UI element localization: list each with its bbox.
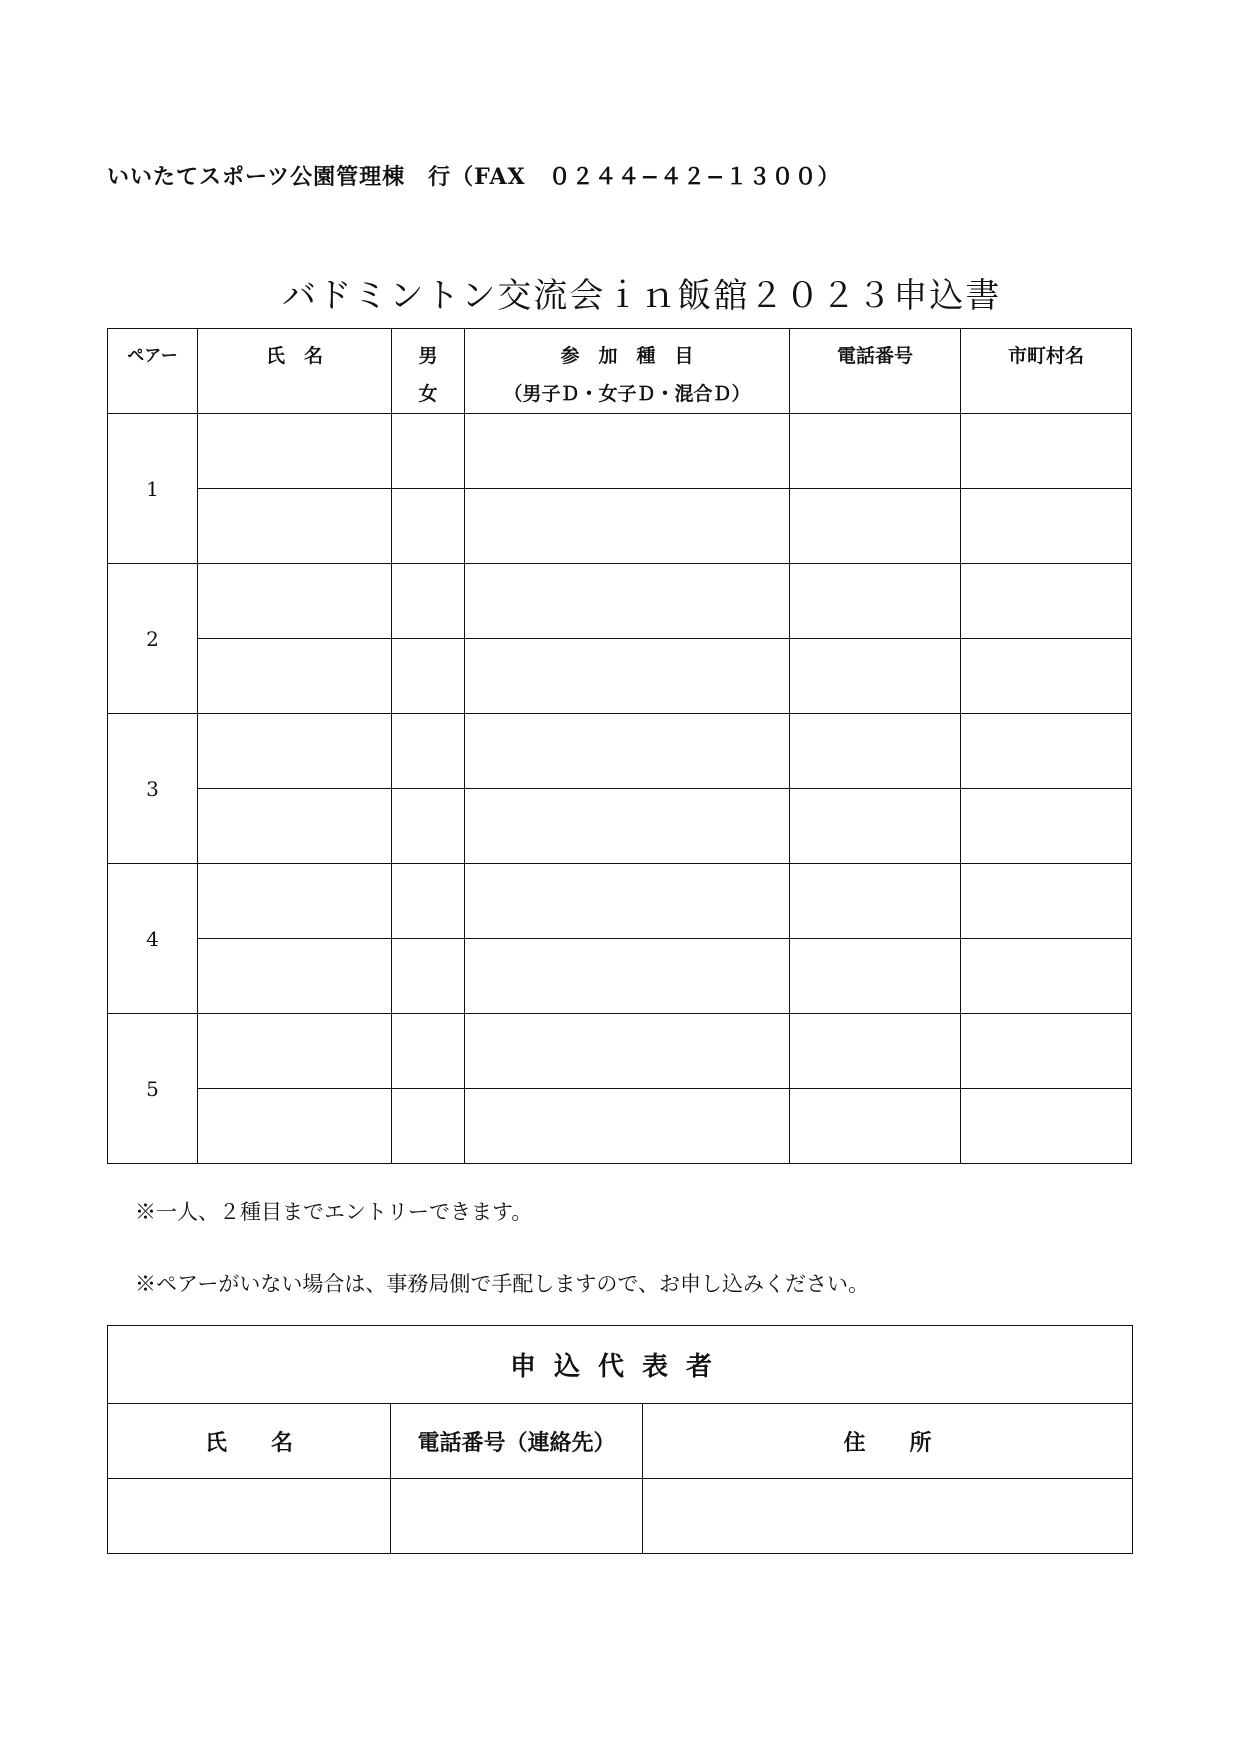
event-cell[interactable] bbox=[465, 789, 790, 864]
event-header-options: （男子Ｄ・女子Ｄ・混合Ｄ） bbox=[503, 383, 751, 405]
gender-cell[interactable] bbox=[392, 1089, 465, 1164]
event-cell[interactable] bbox=[465, 564, 790, 639]
city-cell[interactable] bbox=[961, 564, 1132, 639]
pair-header: ペアー bbox=[108, 329, 198, 414]
city-header: 市町村名 bbox=[961, 329, 1132, 414]
rep-phone-label: 電話番号（連絡先） bbox=[391, 1404, 643, 1479]
rep-phone-cell[interactable] bbox=[391, 1479, 643, 1554]
name-header: 氏 名 bbox=[198, 329, 392, 414]
table-row bbox=[108, 564, 1132, 639]
gender-cell[interactable] bbox=[392, 564, 465, 639]
gender-cell[interactable] bbox=[392, 864, 465, 939]
table-row bbox=[108, 1089, 1132, 1164]
table-row bbox=[108, 714, 1132, 789]
gender-cell[interactable] bbox=[392, 1014, 465, 1089]
pair-number: 1 bbox=[108, 414, 198, 564]
city-cell[interactable] bbox=[961, 639, 1132, 714]
name-cell[interactable] bbox=[198, 789, 392, 864]
gender-cell[interactable] bbox=[392, 789, 465, 864]
fax-address-line: いいたてスポーツ公園管理棟 行（FAX ０２４４−４２−１３００） bbox=[107, 164, 841, 190]
city-cell[interactable] bbox=[961, 489, 1132, 564]
table-row bbox=[108, 789, 1132, 864]
table-row bbox=[108, 1014, 1132, 1089]
phone-cell[interactable] bbox=[790, 789, 961, 864]
name-cell[interactable] bbox=[198, 939, 392, 1014]
table-row bbox=[108, 639, 1132, 714]
rep-address-label: 住 所 bbox=[643, 1404, 1133, 1479]
city-cell[interactable] bbox=[961, 414, 1132, 489]
event-cell[interactable] bbox=[465, 939, 790, 1014]
event-cell[interactable] bbox=[465, 1089, 790, 1164]
table-row bbox=[108, 864, 1132, 939]
page-title: バドミントン交流会ｉｎ飯舘２０２３申込書 bbox=[282, 276, 1002, 316]
event-cell[interactable] bbox=[465, 414, 790, 489]
phone-cell[interactable] bbox=[790, 714, 961, 789]
pair-number: 4 bbox=[108, 864, 198, 1014]
city-cell[interactable] bbox=[961, 714, 1132, 789]
gender-header bbox=[392, 329, 465, 414]
pair-number: 3 bbox=[108, 714, 198, 864]
entry-table bbox=[107, 328, 1132, 1164]
event-header bbox=[465, 329, 790, 414]
pair-number: 2 bbox=[108, 564, 198, 714]
table-row bbox=[108, 414, 1132, 489]
gender-cell[interactable] bbox=[392, 489, 465, 564]
name-cell[interactable] bbox=[198, 864, 392, 939]
phone-cell[interactable] bbox=[790, 864, 961, 939]
name-cell[interactable] bbox=[198, 414, 392, 489]
gender-cell[interactable] bbox=[392, 414, 465, 489]
name-cell[interactable] bbox=[198, 489, 392, 564]
gender-header-female: 女 bbox=[418, 383, 438, 405]
event-header-title: 参 加 種 目 bbox=[560, 345, 694, 367]
pair-number: 5 bbox=[108, 1014, 198, 1164]
representative-table bbox=[107, 1325, 1133, 1554]
event-cell[interactable] bbox=[465, 1014, 790, 1089]
event-cell[interactable] bbox=[465, 489, 790, 564]
city-cell[interactable] bbox=[961, 1089, 1132, 1164]
name-cell[interactable] bbox=[198, 1089, 392, 1164]
phone-cell[interactable] bbox=[790, 489, 961, 564]
table-row bbox=[108, 939, 1132, 1014]
event-cell[interactable] bbox=[465, 639, 790, 714]
phone-cell[interactable] bbox=[790, 414, 961, 489]
representative-title: 申込代表者 bbox=[108, 1326, 1133, 1404]
name-cell[interactable] bbox=[198, 1014, 392, 1089]
name-cell[interactable] bbox=[198, 639, 392, 714]
phone-cell[interactable] bbox=[790, 639, 961, 714]
gender-cell[interactable] bbox=[392, 639, 465, 714]
city-cell[interactable] bbox=[961, 1014, 1132, 1089]
rep-name-label: 氏 名 bbox=[108, 1404, 391, 1479]
rep-address-cell[interactable] bbox=[643, 1479, 1133, 1554]
phone-cell[interactable] bbox=[790, 1014, 961, 1089]
event-cell[interactable] bbox=[465, 864, 790, 939]
rep-name-cell[interactable] bbox=[108, 1479, 391, 1554]
phone-cell[interactable] bbox=[790, 1089, 961, 1164]
note-partner-arrangement: ※ペアーがいない場合は、事務局側で手配しますので、お申し込みください。 bbox=[135, 1272, 869, 1296]
entry-header-row bbox=[108, 329, 1132, 414]
note-entry-limit: ※一人、２種目までエントリーできます。 bbox=[135, 1200, 533, 1224]
table-row bbox=[108, 489, 1132, 564]
event-cell[interactable] bbox=[465, 714, 790, 789]
city-cell[interactable] bbox=[961, 939, 1132, 1014]
name-cell[interactable] bbox=[198, 564, 392, 639]
city-cell[interactable] bbox=[961, 864, 1132, 939]
city-cell[interactable] bbox=[961, 789, 1132, 864]
gender-header-male: 男 bbox=[418, 345, 438, 367]
phone-header: 電話番号 bbox=[790, 329, 961, 414]
name-cell[interactable] bbox=[198, 714, 392, 789]
gender-cell[interactable] bbox=[392, 939, 465, 1014]
gender-cell[interactable] bbox=[392, 714, 465, 789]
phone-cell[interactable] bbox=[790, 939, 961, 1014]
phone-cell[interactable] bbox=[790, 564, 961, 639]
